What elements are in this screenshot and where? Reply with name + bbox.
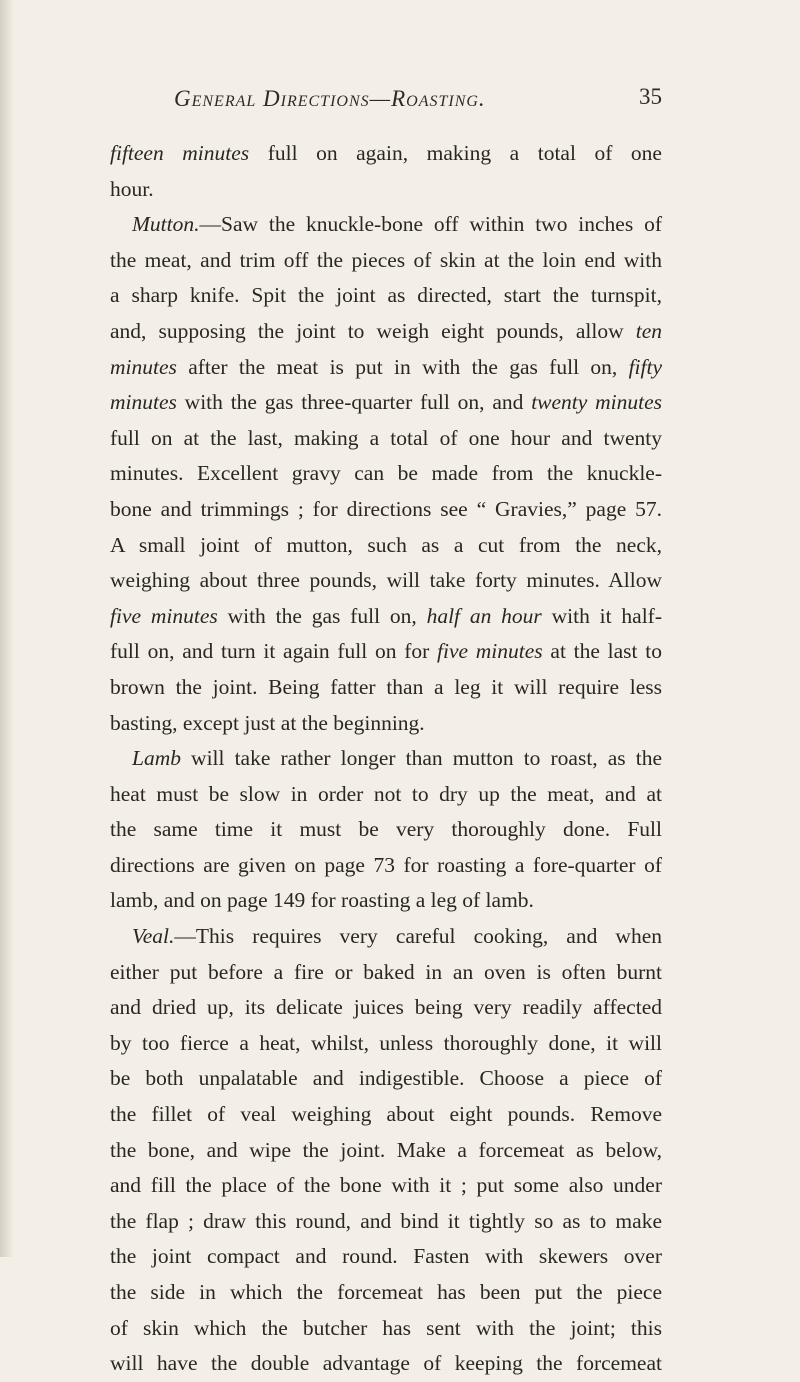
italic-text: Veal. [132, 924, 175, 949]
text-segment: after the meat is put in with the gas full on, [176, 354, 629, 379]
text-line [110, 528, 662, 564]
text-line [110, 848, 662, 884]
italic-text: twenty minutes [531, 390, 662, 415]
text-segment: and fill the place of the bone with it ; put some also under [110, 1173, 662, 1198]
italic-text: minutes [110, 390, 177, 415]
text-segment: hour. [110, 176, 154, 201]
text-line [110, 883, 662, 919]
text-line [110, 1026, 662, 1062]
text-segment: weighing about three pounds, will take forty minutes. Allow [110, 568, 662, 593]
page-number: 35 [639, 84, 662, 109]
text-line [110, 350, 662, 386]
text-line [110, 456, 662, 492]
text-segment: full on, and turn it again full on for [110, 639, 437, 664]
text-line [110, 741, 662, 777]
text-line [110, 1097, 662, 1133]
text-segment: the meat, and trim off the pieces of skin at the loin end with [110, 247, 662, 272]
italic-text: ten [635, 318, 662, 343]
text-line [110, 919, 662, 955]
text-segment: brown the joint. Being fatter than a leg it will require less [110, 674, 662, 699]
text-line [110, 136, 662, 172]
text-segment: will have the double advantage of keeping the forcemeat [110, 1351, 662, 1376]
text-line [110, 670, 662, 706]
text-line [110, 563, 662, 599]
italic-text: Lamb [132, 746, 181, 771]
text-segment: bone and trimmings ; for directions see “ Gravies,” page 57. [110, 496, 662, 521]
text-segment: at the last to [542, 639, 662, 664]
text-line [110, 385, 662, 421]
text-line [110, 278, 662, 314]
text-line [110, 955, 662, 991]
text-line [110, 492, 662, 528]
text-segment: of skin which the butcher has sent with the joint; this [110, 1315, 662, 1340]
text-segment: the same time it must be very thoroughly done. Full [110, 817, 662, 842]
text-segment: the flap ; draw this round, and bind it tightly so as to make [110, 1208, 662, 1233]
text-line [110, 243, 662, 279]
text-segment: full on again, making a total of one [249, 141, 662, 165]
italic-text: Mutton. [132, 212, 200, 237]
text-line [110, 1133, 662, 1169]
italic-text: half an hour [426, 603, 542, 628]
text-segment: minutes. Excellent gravy can be made from the knuckle- [110, 461, 662, 486]
italic-text: five minutes [437, 639, 543, 664]
text-line [110, 1061, 662, 1097]
text-line [110, 207, 662, 243]
text-segment: full on at the last, making a total of one hour and twenty [110, 425, 662, 450]
running-head: General Directions—Roasting. [174, 86, 486, 111]
text-line [110, 1346, 662, 1382]
body-text [110, 136, 662, 1382]
italic-text: fifteen minutes [110, 141, 250, 165]
text-segment: with the gas full on, [217, 603, 427, 628]
text-line [110, 990, 662, 1026]
text-segment: and dried up, its delicate juices being very readily affected [110, 995, 662, 1020]
text-segment: will take rather longer than mutton to roast, as the [180, 746, 662, 771]
text-line [110, 1311, 662, 1347]
text-line [110, 634, 662, 670]
text-segment: with it half- [541, 603, 662, 628]
text-line [110, 812, 662, 848]
text-segment: either put before a fire or baked in an oven is often burnt [110, 959, 662, 984]
text-line [110, 1275, 662, 1311]
text-segment: lamb, and on page 149 for roasting a leg of lamb. [110, 888, 534, 913]
text-segment: basting, except just at the beginning. [110, 710, 425, 735]
text-line [110, 314, 662, 350]
text-segment: a sharp knife. Spit the joint as directed, start the turnspit, [110, 283, 662, 308]
text-line [110, 599, 662, 635]
italic-text: five minutes [110, 603, 218, 628]
text-segment: by too fierce a heat, whilst, unless thoroughly done, it will [110, 1030, 662, 1055]
text-segment: directions are given on page 73 for roasting a fore-quarter of [110, 852, 662, 877]
italic-text: fifty [628, 354, 662, 379]
text-segment: with the gas three-quarter full on, and [176, 390, 532, 415]
text-segment: be both unpalatable and indigestible. Choose a piece of [110, 1066, 662, 1091]
italic-text: minutes [110, 354, 177, 379]
text-segment: heat must be slow in order not to dry up the meat, and at [110, 781, 662, 806]
text-segment: the fillet of veal weighing about eight pounds. Remove [110, 1102, 662, 1127]
text-segment: the bone, and wipe the joint. Make a forcemeat as below, [110, 1137, 662, 1162]
text-line [110, 1168, 662, 1204]
text-segment: —This requires very careful cooking, and when [174, 924, 662, 949]
text-segment: the joint compact and round. Fasten with skewers over [110, 1244, 662, 1269]
text-segment: A small joint of mutton, such as a cut from the neck, [110, 532, 662, 557]
text-line [110, 706, 662, 742]
text-line [110, 421, 662, 457]
text-segment: and, supposing the joint to weigh eight pounds, allow [110, 318, 636, 343]
text-line [110, 1239, 662, 1275]
text-segment: the side in which the forcemeat has been put the piece [110, 1280, 662, 1304]
text-segment: —Saw the knuckle-bone off within two inches of [199, 212, 662, 237]
text-line [110, 1204, 662, 1240]
text-line [110, 172, 662, 208]
text-line [110, 777, 662, 813]
